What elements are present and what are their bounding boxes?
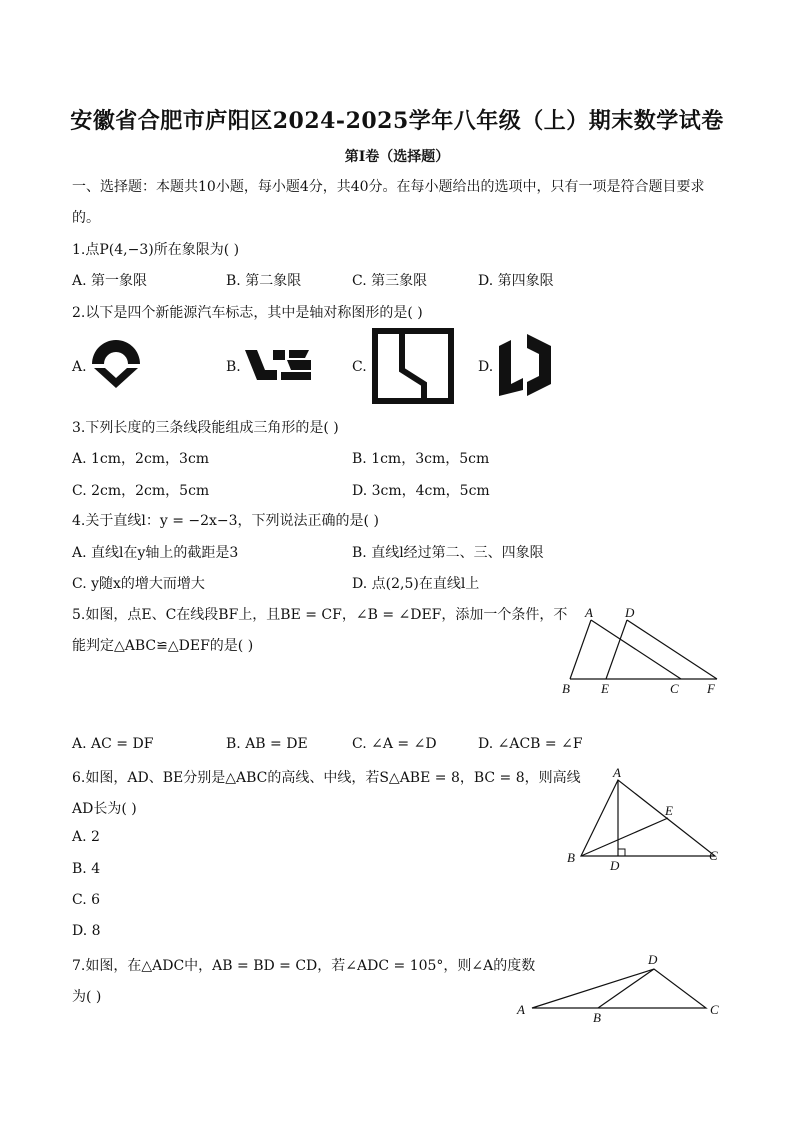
q6-figure	[562, 764, 732, 876]
q3-stem: 3.下列长度的三条线段能组成三角形的是( )	[72, 420, 339, 436]
q6-stem-line1: 6.如图，AD、BE分别是△ABC的高线、中线，若S△ABE = 8，BC = 8，则高线	[72, 770, 581, 786]
q5-label-f: F	[707, 681, 715, 696]
q5-label-a: A	[585, 605, 593, 620]
logo-c-icon	[372, 328, 454, 404]
q7-label-a: A	[517, 1002, 525, 1017]
q2-option-d-label: D.	[478, 359, 494, 375]
q3-option-a: A. 1cm，2cm，3cm	[72, 451, 210, 467]
q1-option-b: B. 第二象限	[226, 273, 302, 289]
q1-stem: 1.点P(4,−3)所在象限为( )	[72, 242, 240, 258]
q5-label-b: B	[562, 681, 570, 696]
q2-option-a-label: A.	[72, 359, 87, 375]
volume-heading: 第Ⅰ卷（选择题）	[344, 149, 450, 165]
q7-label-c: C	[710, 1002, 719, 1017]
q5-label-d: D	[625, 605, 635, 620]
q7-stem-line1: 7.如图，在△ADC中，AB = BD = CD，若∠ADC = 105°，则∠A的度数	[72, 958, 536, 974]
q1-option-d: D. 第四象限	[478, 273, 554, 289]
q5-option-d: D. ∠ACB = ∠F	[478, 736, 583, 752]
q6-label-d: D	[610, 858, 620, 873]
q5-label-c: C	[670, 681, 679, 696]
q4-option-a: A. 直线l在y轴上的截距是3	[72, 545, 239, 561]
section-instructions-line1: 一、选择题：本题共10小题，每小题4分，共40分。在每小题给出的选项中，只有一项是符合题目要求	[72, 179, 705, 195]
q1-option-c: C. 第三象限	[352, 273, 428, 289]
q4-stem: 4.关于直线l：y = −2x−3，下列说法正确的是( )	[72, 513, 379, 529]
q5-option-c: C. ∠A = ∠D	[352, 736, 437, 752]
q3-option-d: D. 3cm，4cm，5cm	[352, 483, 490, 499]
q5-stem-line2: 能判定△ABC≌△DEF的是( )	[72, 638, 254, 654]
q6-label-a: A	[613, 765, 621, 780]
q6-option-b: B. 4	[72, 861, 101, 877]
logo-d-icon	[497, 332, 553, 398]
paper-title: 安徽省合肥市庐阳区2024-2025学年八年级（上）期末数学试卷	[70, 108, 724, 134]
q1-option-a: A. 第一象限	[72, 273, 148, 289]
q4-option-d: D. 点(2,5)在直线l上	[352, 576, 480, 592]
q7-label-d: D	[648, 952, 658, 967]
q2-option-b-label: B.	[226, 359, 241, 375]
q6-label-b: B	[567, 850, 575, 865]
q2-option-c-label: C.	[352, 359, 367, 375]
q5-option-a: A. AC = DF	[72, 736, 154, 752]
q5-stem-line1: 5.如图，点E、C在线段BF上，且BE = CF，∠B = ∠DEF，添加一个条件，不	[72, 607, 568, 623]
q5-option-b: B. AB = DE	[226, 736, 308, 752]
q6-option-d: D. 8	[72, 923, 101, 939]
q7-stem-line2: 为( )	[72, 989, 102, 1005]
q6-label-e: E	[665, 803, 673, 818]
q6-option-a: A. 2	[72, 829, 100, 845]
q5-label-e: E	[601, 681, 609, 696]
q7-label-b: B	[593, 1010, 601, 1025]
logo-b-icon	[243, 346, 313, 382]
q6-label-c: C	[709, 848, 718, 863]
logo-a-icon	[88, 338, 144, 390]
q5-figure	[556, 603, 726, 699]
section-instructions-line2: 的。	[72, 210, 100, 226]
q4-option-c: C. y随x的增大而增大	[72, 576, 205, 592]
q7-figure	[512, 950, 726, 1026]
q2-stem: 2.以下是四个新能源汽车标志，其中是轴对称图形的是( )	[72, 305, 423, 321]
q3-option-b: B. 1cm，3cm，5cm	[352, 451, 490, 467]
q6-stem-line2: AD长为( )	[72, 801, 137, 817]
q4-option-b: B. 直线l经过第二、三、四象限	[352, 545, 544, 561]
q3-option-c: C. 2cm，2cm，5cm	[72, 483, 210, 499]
q6-option-c: C. 6	[72, 892, 101, 908]
